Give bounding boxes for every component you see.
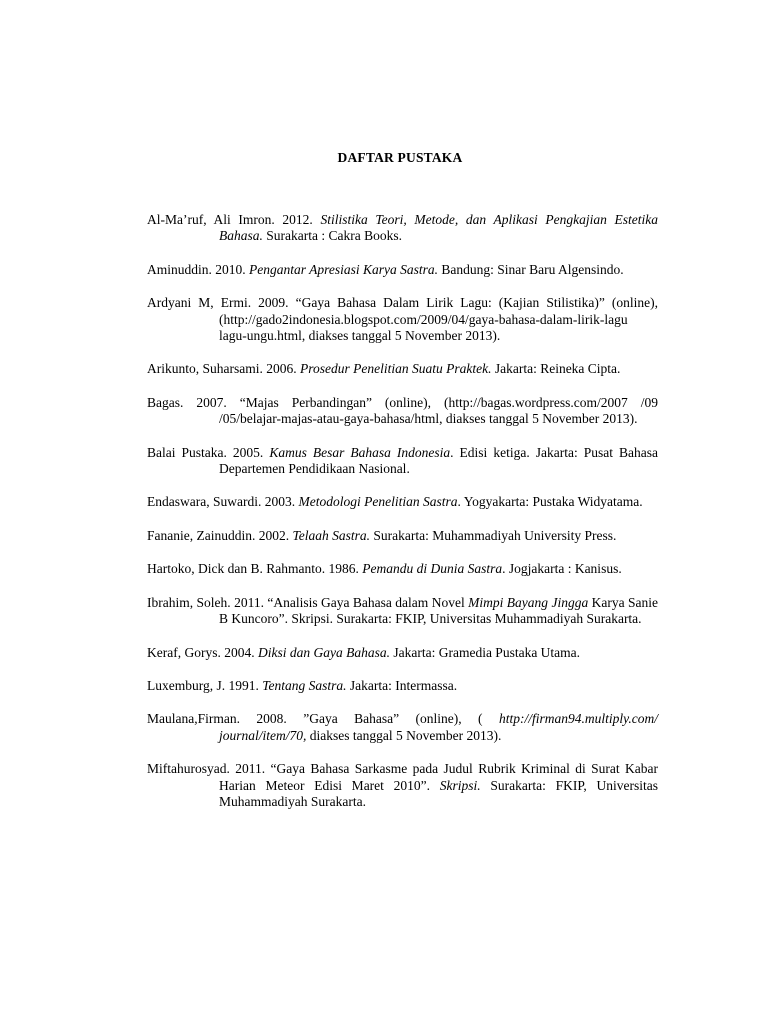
reference-publisher: Jakarta: Gramedia Pustaka Utama. — [393, 644, 581, 660]
reference-entry — [147, 445, 658, 478]
reference-title: Diksi dan Gaya Bahasa. — [257, 644, 390, 660]
reference-author: Endaswara, Suwardi. 2003. — [147, 494, 296, 510]
reference-publisher: Surakarta : Cakra Books. — [266, 228, 402, 244]
reference-entry — [147, 645, 658, 661]
reference-title: Prosedur Penelitian Suatu Praktek. — [300, 361, 492, 377]
reference-author: Maulana,Firman. 2008. ”Gaya Bahasa” (online), ( — [147, 711, 483, 727]
reference-entry — [147, 528, 658, 544]
reference-author: Al-Ma’ruf, Ali Imron. 2012. — [147, 212, 313, 227]
reference-entry — [147, 361, 658, 377]
reference-entry — [147, 711, 658, 744]
reference-publisher: Jakarta: Reineka Cipta. — [494, 361, 621, 377]
reference-title: Telaah Sastra. — [292, 527, 371, 543]
reference-entry — [147, 262, 658, 278]
reference-list — [147, 212, 658, 827]
reference-author: Hartoko, Dick dan B. Rahmanto. 1986. — [147, 561, 359, 577]
reference-publisher: . Edisi ketiga. Jakarta: Pusat Bahasa Departemen Pendidikaan Nasional. — [219, 444, 658, 477]
reference-title: Pemandu di Dunia Sastra — [362, 561, 503, 577]
reference-author: Balai Pustaka. 2005. — [147, 444, 264, 460]
reference-title: Pengantar Apresiasi Karya Sastra. — [249, 261, 439, 277]
reference-author: Luxemburg, J. 1991. — [147, 677, 259, 693]
reference-title: Stilistika Teori, Metode, dan Aplikasi Pengkajian Estetika Bahasa. — [219, 212, 659, 244]
reference-entry — [147, 395, 658, 428]
reference-title: Tentang Sastra. — [262, 677, 347, 693]
reference-author: Aminuddin. 2010. — [147, 261, 246, 277]
reference-entry — [147, 494, 658, 510]
reference-author: Ibrahim, Soleh. 2011. “Analisis Gaya Bahasa dalam Novel — [147, 594, 465, 610]
reference-publisher: Surakarta: FKIP, Universitas Muhammadiyah Surakarta. — [219, 777, 659, 809]
reference-publisher: diakses tanggal 5 November 2013). — [309, 727, 502, 743]
reference-author: Keraf, Gorys. 2004. — [147, 644, 255, 660]
page-title: DAFTAR PUSTAKA — [337, 150, 463, 165]
reference-publisher: Surakarta: Muhammadiyah University Press. — [373, 527, 617, 543]
reference-title: Mimpi Bayang Jingga — [468, 594, 589, 610]
reference-publisher: Bandung: Sinar Baru Algensindo. — [441, 261, 624, 277]
reference-title: Skripsi. — [439, 777, 481, 793]
reference-author: Bagas. 2007. “Majas Perbandingan” (online), (http://bagas.wordpress.com/2007 /09 /05/belajar-majas-atau-gaya-bahasa/html, diakses tanggal 5 November 2013). — [147, 394, 658, 427]
reference-title: Metodologi Penelitian Sastra — [298, 494, 458, 510]
reference-author: Miftahurosyad. 2011. “Gaya Bahasa Sarkasme pada Judul Rubrik Kriminal di Surat Kabar Harian Meteor Edisi Maret 2010”. — [147, 761, 658, 793]
reference-title: http://firman94.multiply.com/ journal/item/70, — [219, 711, 658, 743]
reference-author: Arikunto, Suharsami. 2006. — [147, 361, 297, 377]
reference-entry — [147, 295, 658, 344]
reference-entry — [147, 595, 658, 628]
reference-entry — [147, 761, 658, 810]
reference-entry — [147, 561, 658, 577]
reference-publisher: . Yogyakarta: Pustaka Widyatama. — [457, 494, 643, 510]
reference-title: Kamus Besar Bahasa Indonesia — [269, 444, 451, 460]
reference-entry — [147, 678, 658, 694]
reference-author: Ardyani M, Ermi. 2009. “Gaya Bahasa Dalam Lirik Lagu: (Kajian Stilistika)” (online), (http://gado2indonesia.blogspot.com/2009/04/gaya-bahasa-dalam-lirik-lagu lagu-ungu.html, diakses tanggal 5 November 2013). — [147, 295, 658, 344]
reference-publisher: . Jogjakarta : Kanisus. — [502, 561, 622, 577]
reference-entry — [147, 212, 658, 245]
reference-author: Fananie, Zainuddin. 2002. — [147, 527, 290, 543]
reference-publisher: Jakarta: Intermassa. — [349, 677, 458, 693]
reference-publisher: Karya Sanie B Kuncoro”. Skripsi. Surakarta: FKIP, Universitas Muhammadiyah Surakarta. — [219, 594, 659, 627]
